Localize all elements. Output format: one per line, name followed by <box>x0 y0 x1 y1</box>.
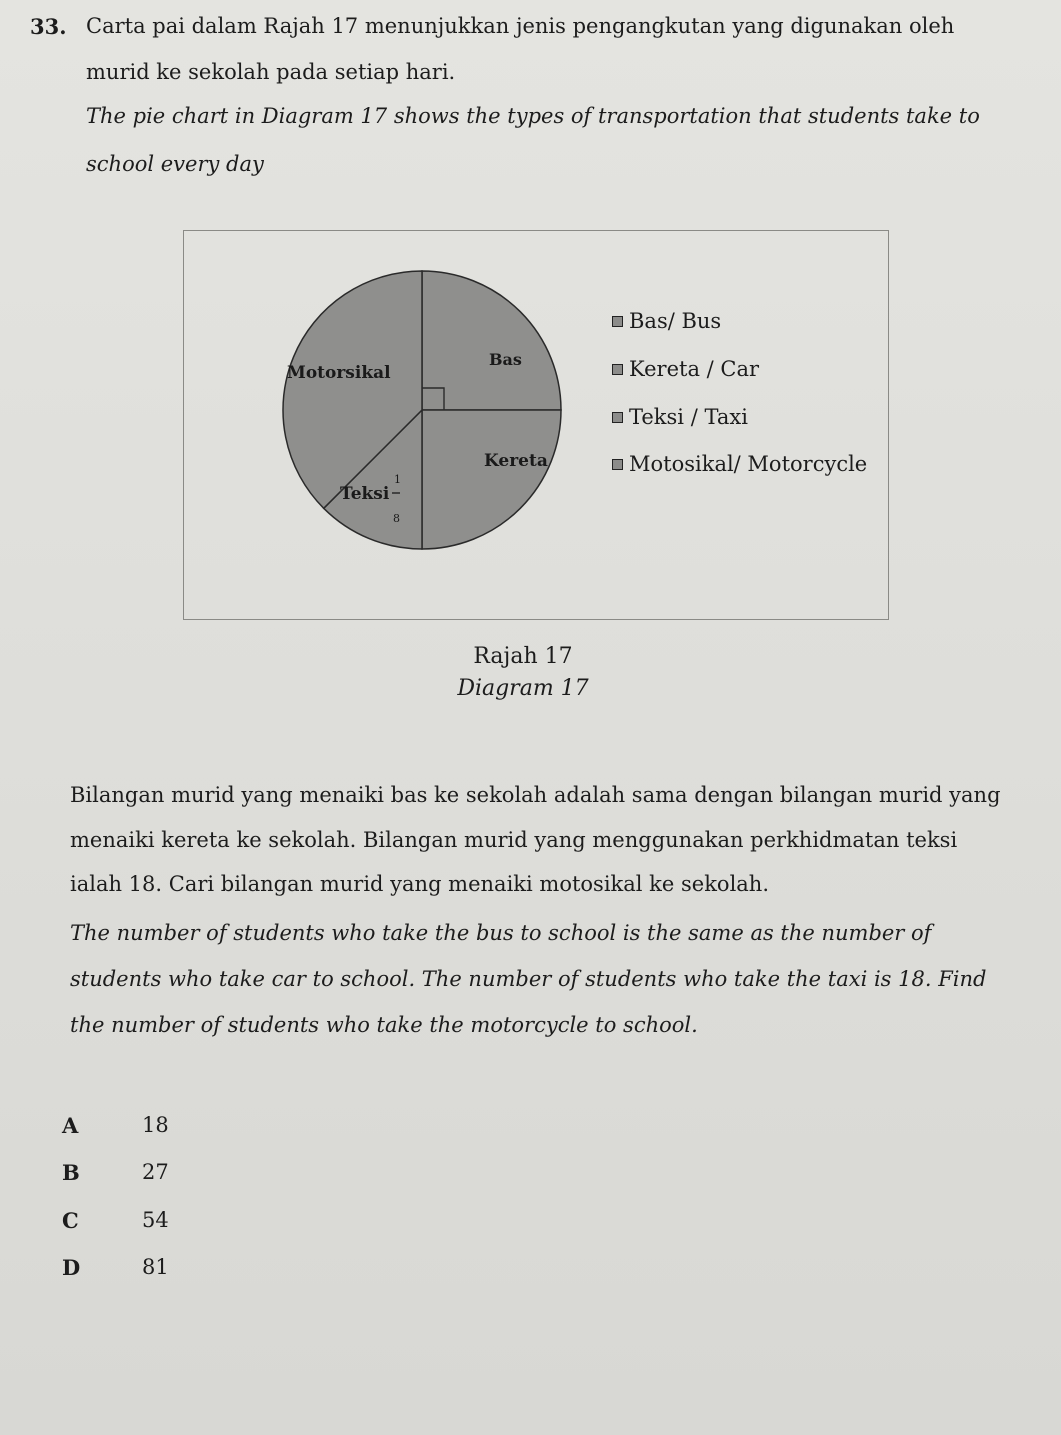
answer-option-c[interactable] <box>62 1208 169 1233</box>
legend-item-motorcycle <box>612 452 867 476</box>
option-letter: C <box>62 1208 79 1233</box>
option-value: 27 <box>142 1160 169 1184</box>
pie-label-motorsikal: Motorsikal <box>287 363 391 383</box>
option-letter: B <box>62 1160 80 1185</box>
legend-label-bus: Bas/ Bus <box>629 309 722 333</box>
legend-item-bus <box>612 309 721 333</box>
fraction-numerator: 1 <box>394 473 401 486</box>
option-value: 54 <box>142 1208 169 1232</box>
answer-option-d[interactable] <box>62 1255 169 1280</box>
option-value: 81 <box>142 1255 169 1279</box>
pie-chart-frame <box>183 230 889 620</box>
pie-label-teksi: Teksi <box>340 484 390 504</box>
option-letter: A <box>62 1113 79 1138</box>
legend-item-taxi <box>612 405 748 429</box>
legend-swatch <box>612 364 623 375</box>
body-english-line-2: students who take car to school. The number of students who take the taxi is 18. Find <box>70 967 987 991</box>
intro-english-line-1: The pie chart in Diagram 17 shows the types of transportation that students take to <box>86 104 980 128</box>
body-malay-line-3: ialah 18. Cari bilangan murid yang menaiki motosikal ke sekolah. <box>70 872 770 896</box>
diagram-caption-english: Diagram 17 <box>457 676 589 701</box>
pie-chart <box>184 231 890 621</box>
pie-slice-bas <box>422 271 561 410</box>
intro-malay-line-2: murid ke sekolah pada setiap hari. <box>86 60 456 84</box>
intro-english-line-2: school every day <box>86 152 264 176</box>
option-letter: D <box>62 1255 81 1280</box>
body-english-line-3: the number of students who take the motorcycle to school. <box>70 1013 698 1037</box>
pie-label-bas: Bas <box>489 350 522 369</box>
option-value: 18 <box>142 1113 169 1137</box>
legend-label-car: Kereta / Car <box>629 357 760 381</box>
pie-label-kereta: Kereta <box>484 451 548 471</box>
body-malay-line-2: menaiki kereta ke sekolah. Bilangan murid yang menggunakan perkhidmatan teksi <box>70 828 958 852</box>
question-number: 33. <box>30 14 67 39</box>
answer-option-b[interactable] <box>62 1160 169 1185</box>
legend-swatch <box>612 412 623 423</box>
body-malay-line-1: Bilangan murid yang menaiki bas ke sekolah adalah sama dengan bilangan murid yang <box>70 783 1001 807</box>
answer-option-a[interactable] <box>62 1113 169 1138</box>
fraction-denominator: 8 <box>393 512 400 525</box>
legend-swatch <box>612 316 623 327</box>
intro-malay-line-1: Carta pai dalam Rajah 17 menunjukkan jenis pengangkutan yang digunakan oleh <box>86 14 955 38</box>
diagram-caption-malay: Rajah 17 <box>473 644 573 669</box>
legend-label-taxi: Teksi / Taxi <box>629 405 748 429</box>
legend-swatch <box>612 459 623 470</box>
legend-item-car <box>612 357 759 381</box>
pie-slice-kereta <box>422 410 561 549</box>
legend-label-motorcycle: Motosikal/ Motorcycle <box>629 452 868 476</box>
body-english-line-1: The number of students who take the bus to school is the same as the number of <box>70 921 932 945</box>
